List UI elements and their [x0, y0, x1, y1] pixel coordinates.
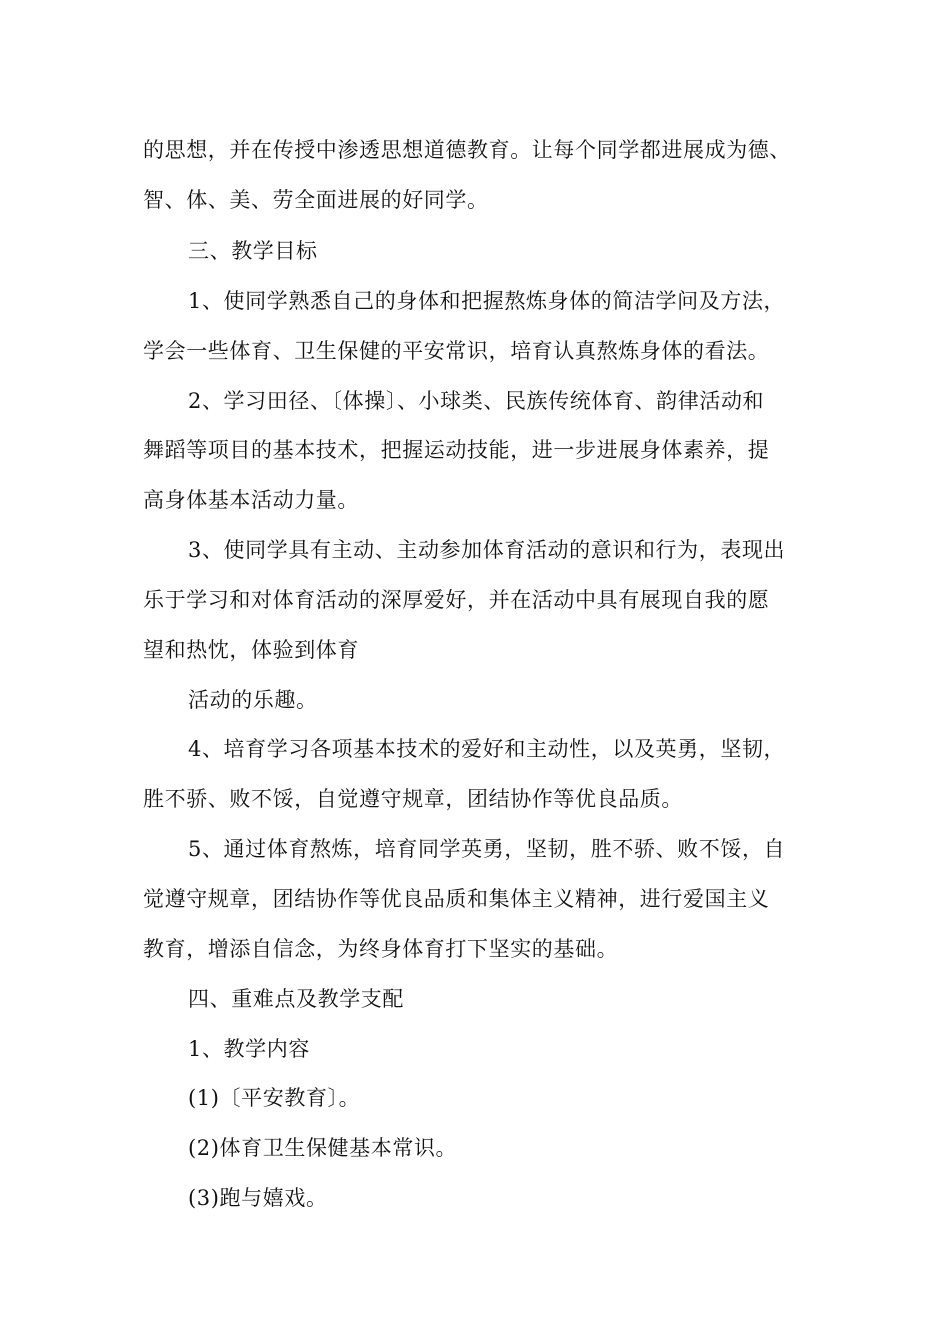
- subsection-heading: 1、教学内容: [188, 1037, 310, 1061]
- text-line: 高身体基本活动力量。: [143, 488, 359, 512]
- text-line: 觉遵守规章，团结协作等优良品质和集体主义精神，进行爱国主义: [143, 887, 770, 911]
- text-line: 5、通过体育熬炼，培育同学英勇，坚韧，胜不骄、败不馁，自: [188, 837, 786, 861]
- list-item: (1)〔平安教育〕。: [188, 1086, 361, 1110]
- text-line: 乐于学习和对体育活动的深厚爱好，并在活动中具有展现自我的愿: [143, 588, 770, 612]
- text-line: 胜不骄、败不馁，自觉遵守规章，团结协作等优良品质。: [143, 787, 683, 811]
- text-line: 舞蹈等项目的基本技术，把握运动技能，进一步进展身体素养，提: [143, 438, 770, 462]
- text-line: 教育，增添自信念，为终身体育打下坚实的基础。: [143, 937, 619, 961]
- section-heading: 三、教学目标: [188, 239, 318, 263]
- text-line: 学会一些体育、卫生保健的平安常识，培育认真熬炼身体的看法。: [143, 339, 770, 363]
- text-line: 4、培育学习各项基本技术的爱好和主动性，以及英勇，坚韧，: [188, 737, 786, 761]
- text-line: 3、使同学具有主动、主动参加体育活动的意识和行为，表现出: [188, 538, 786, 562]
- text-line: 望和热忱，体验到体育: [143, 638, 359, 662]
- text-line: 智、体、美、劳全面进展的好同学。: [143, 188, 489, 212]
- list-item: (3)跑与嬉戏。: [188, 1186, 328, 1210]
- text-line: 2、学习田径、〔体操〕、小球类、民族传统体育、韵律活动和: [188, 389, 765, 413]
- list-item: (2)体育卫生保健基本常识。: [188, 1136, 458, 1160]
- text-line: 活动的乐趣。: [188, 688, 318, 712]
- section-heading: 四、重难点及教学支配: [188, 987, 404, 1011]
- text-line: 1、使同学熟悉自己的身体和把握熬炼身体的简洁学问及方法，: [188, 289, 786, 313]
- text-line: 的思想，并在传授中渗透思想道德教育。让每个同学都进展成为德、: [143, 138, 791, 162]
